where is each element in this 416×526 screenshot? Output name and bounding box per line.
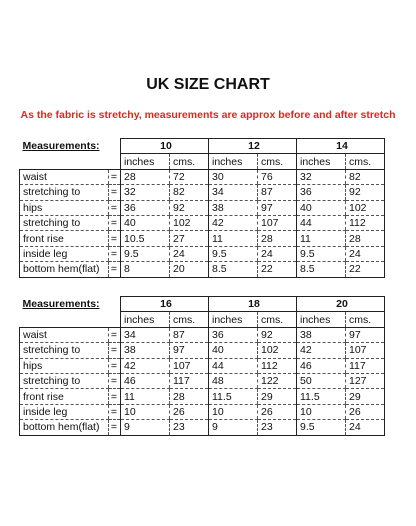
cms-value: 107 (346, 343, 385, 358)
size-header-row (20, 297, 385, 312)
inches-value: 10.5 (121, 231, 170, 246)
inches-value: 9.5 (297, 420, 346, 435)
inches-value: 34 (121, 327, 170, 342)
measurement-row (20, 185, 385, 200)
inches-value: 40 (121, 215, 170, 230)
unit-inches-heading: inches (297, 154, 346, 169)
size-table-2 (19, 296, 385, 436)
measurement-label: hips (20, 358, 109, 373)
inches-value: 11.5 (209, 389, 258, 404)
inches-value: 40 (209, 343, 258, 358)
equals-sign: = (109, 327, 121, 342)
page-title: UK SIZE CHART (146, 76, 270, 93)
cms-value: 92 (346, 185, 385, 200)
measurement-label: stretching to (20, 215, 109, 230)
unit-cms-heading: cms. (346, 312, 385, 327)
size-heading: 10 (121, 139, 209, 154)
cms-value: 82 (346, 169, 385, 184)
unit-cms-heading: cms. (170, 154, 209, 169)
inches-value: 42 (121, 358, 170, 373)
size-heading: 14 (297, 139, 385, 154)
inches-value: 9 (121, 420, 170, 435)
inches-value: 11.5 (297, 389, 346, 404)
cms-value: 29 (346, 389, 385, 404)
size-table (19, 138, 385, 278)
cms-value: 92 (170, 200, 209, 215)
measurements-heading: Measurements: (22, 298, 100, 311)
cms-value: 97 (170, 343, 209, 358)
cms-value: 26 (346, 404, 385, 419)
measurement-row (20, 358, 385, 373)
inches-value: 50 (297, 373, 346, 388)
stretch-note: As the fabric is stretchy, measurements are approx before and after stretch (20, 109, 396, 121)
unit-cms-heading: cms. (258, 312, 297, 327)
inches-value: 38 (209, 200, 258, 215)
measurement-label: front rise (20, 389, 109, 404)
inches-value: 10 (297, 404, 346, 419)
cms-value: 72 (170, 169, 209, 184)
measurement-label: inside leg (20, 246, 109, 261)
measurement-row (20, 262, 385, 277)
cms-value: 26 (258, 404, 297, 419)
inches-value: 48 (209, 373, 258, 388)
measurement-label: stretching to (20, 343, 109, 358)
equals-sign: = (109, 169, 121, 184)
measurement-label: inside leg (20, 404, 109, 419)
inches-value: 8.5 (297, 262, 346, 277)
measurement-row (20, 420, 385, 435)
cms-value: 28 (258, 231, 297, 246)
equals-sign: = (109, 246, 121, 261)
measurement-label: waist (20, 327, 109, 342)
unit-inches-heading: inches (209, 154, 258, 169)
measurement-label: front rise (20, 231, 109, 246)
inches-value: 44 (297, 215, 346, 230)
cms-value: 29 (258, 389, 297, 404)
measurement-label: hips (20, 200, 109, 215)
cms-value: 24 (346, 246, 385, 261)
equals-sign: = (109, 343, 121, 358)
unit-header-row (20, 312, 385, 327)
unit-cms-heading: cms. (170, 312, 209, 327)
cms-value: 20 (170, 262, 209, 277)
equals-sign: = (109, 420, 121, 435)
equals-sign: = (109, 373, 121, 388)
inches-value: 11 (121, 389, 170, 404)
measurement-label: stretching to (20, 185, 109, 200)
unit-cms-heading: cms. (258, 154, 297, 169)
cms-value: 107 (258, 215, 297, 230)
unit-header-row (20, 154, 385, 169)
size-table-1 (19, 138, 385, 278)
inches-value: 40 (297, 200, 346, 215)
inches-value: 32 (297, 169, 346, 184)
cms-value: 22 (258, 262, 297, 277)
cms-value: 76 (258, 169, 297, 184)
inches-value: 8 (121, 262, 170, 277)
inches-value: 28 (121, 169, 170, 184)
unit-inches-heading: inches (121, 312, 170, 327)
cms-value: 87 (258, 185, 297, 200)
cms-value: 117 (170, 373, 209, 388)
measurement-row (20, 404, 385, 419)
equals-sign: = (109, 262, 121, 277)
measurement-row (20, 169, 385, 184)
inches-value: 9.5 (297, 246, 346, 261)
inches-value: 10 (121, 404, 170, 419)
cms-value: 23 (258, 420, 297, 435)
equals-sign: = (109, 404, 121, 419)
cms-value: 97 (346, 327, 385, 342)
measurement-row (20, 343, 385, 358)
cms-value: 112 (258, 358, 297, 373)
inches-value: 30 (209, 169, 258, 184)
measurement-row (20, 327, 385, 342)
inches-value: 10 (209, 404, 258, 419)
measurement-row (20, 215, 385, 230)
inches-value: 46 (297, 358, 346, 373)
cms-value: 107 (170, 358, 209, 373)
unit-inches-heading: inches (209, 312, 258, 327)
measurement-row (20, 389, 385, 404)
size-heading: 18 (209, 297, 297, 312)
equals-sign: = (109, 200, 121, 215)
cms-value: 87 (170, 327, 209, 342)
equals-sign: = (109, 215, 121, 230)
cms-value: 24 (170, 246, 209, 261)
inches-value: 36 (297, 185, 346, 200)
inches-value: 36 (209, 327, 258, 342)
cms-value: 22 (346, 262, 385, 277)
measurement-label: stretching to (20, 373, 109, 388)
measurement-label: bottom hem(flat) (20, 420, 109, 435)
measurements-heading: Measurements: (22, 140, 100, 153)
equals-sign: = (109, 389, 121, 404)
inches-value: 46 (121, 373, 170, 388)
cms-value: 102 (346, 200, 385, 215)
unit-cms-heading: cms. (346, 154, 385, 169)
measurement-row (20, 200, 385, 215)
cms-value: 117 (346, 358, 385, 373)
cms-value: 28 (170, 389, 209, 404)
cms-value: 23 (170, 420, 209, 435)
inches-value: 38 (121, 343, 170, 358)
inches-value: 42 (297, 343, 346, 358)
size-heading: 12 (209, 139, 297, 154)
measurement-label: bottom hem(flat) (20, 262, 109, 277)
equals-sign: = (109, 358, 121, 373)
inches-value: 34 (209, 185, 258, 200)
measurement-label: waist (20, 169, 109, 184)
cms-value: 24 (258, 246, 297, 261)
cms-value: 127 (346, 373, 385, 388)
cms-value: 102 (258, 343, 297, 358)
cms-value: 26 (170, 404, 209, 419)
measurement-row (20, 231, 385, 246)
cms-value: 28 (346, 231, 385, 246)
inches-value: 8.5 (209, 262, 258, 277)
cms-value: 97 (258, 200, 297, 215)
size-heading: 16 (121, 297, 209, 312)
cms-value: 82 (170, 185, 209, 200)
size-table (19, 296, 385, 436)
unit-inches-heading: inches (121, 154, 170, 169)
inches-value: 11 (297, 231, 346, 246)
inches-value: 32 (121, 185, 170, 200)
equals-sign: = (109, 231, 121, 246)
size-header-row (20, 139, 385, 154)
cms-value: 102 (170, 215, 209, 230)
measurement-row (20, 373, 385, 388)
blank-cell (20, 312, 121, 327)
inches-value: 36 (121, 200, 170, 215)
blank-cell (20, 154, 121, 169)
inches-value: 9.5 (121, 246, 170, 261)
inches-value: 9.5 (209, 246, 258, 261)
inches-value: 42 (209, 215, 258, 230)
inches-value: 38 (297, 327, 346, 342)
inches-value: 44 (209, 358, 258, 373)
cms-value: 122 (258, 373, 297, 388)
unit-inches-heading: inches (297, 312, 346, 327)
cms-value: 24 (346, 420, 385, 435)
cms-value: 92 (258, 327, 297, 342)
size-heading: 20 (297, 297, 385, 312)
cms-value: 27 (170, 231, 209, 246)
inches-value: 9 (209, 420, 258, 435)
inches-value: 11 (209, 231, 258, 246)
measurement-row (20, 246, 385, 261)
cms-value: 112 (346, 215, 385, 230)
equals-sign: = (109, 185, 121, 200)
